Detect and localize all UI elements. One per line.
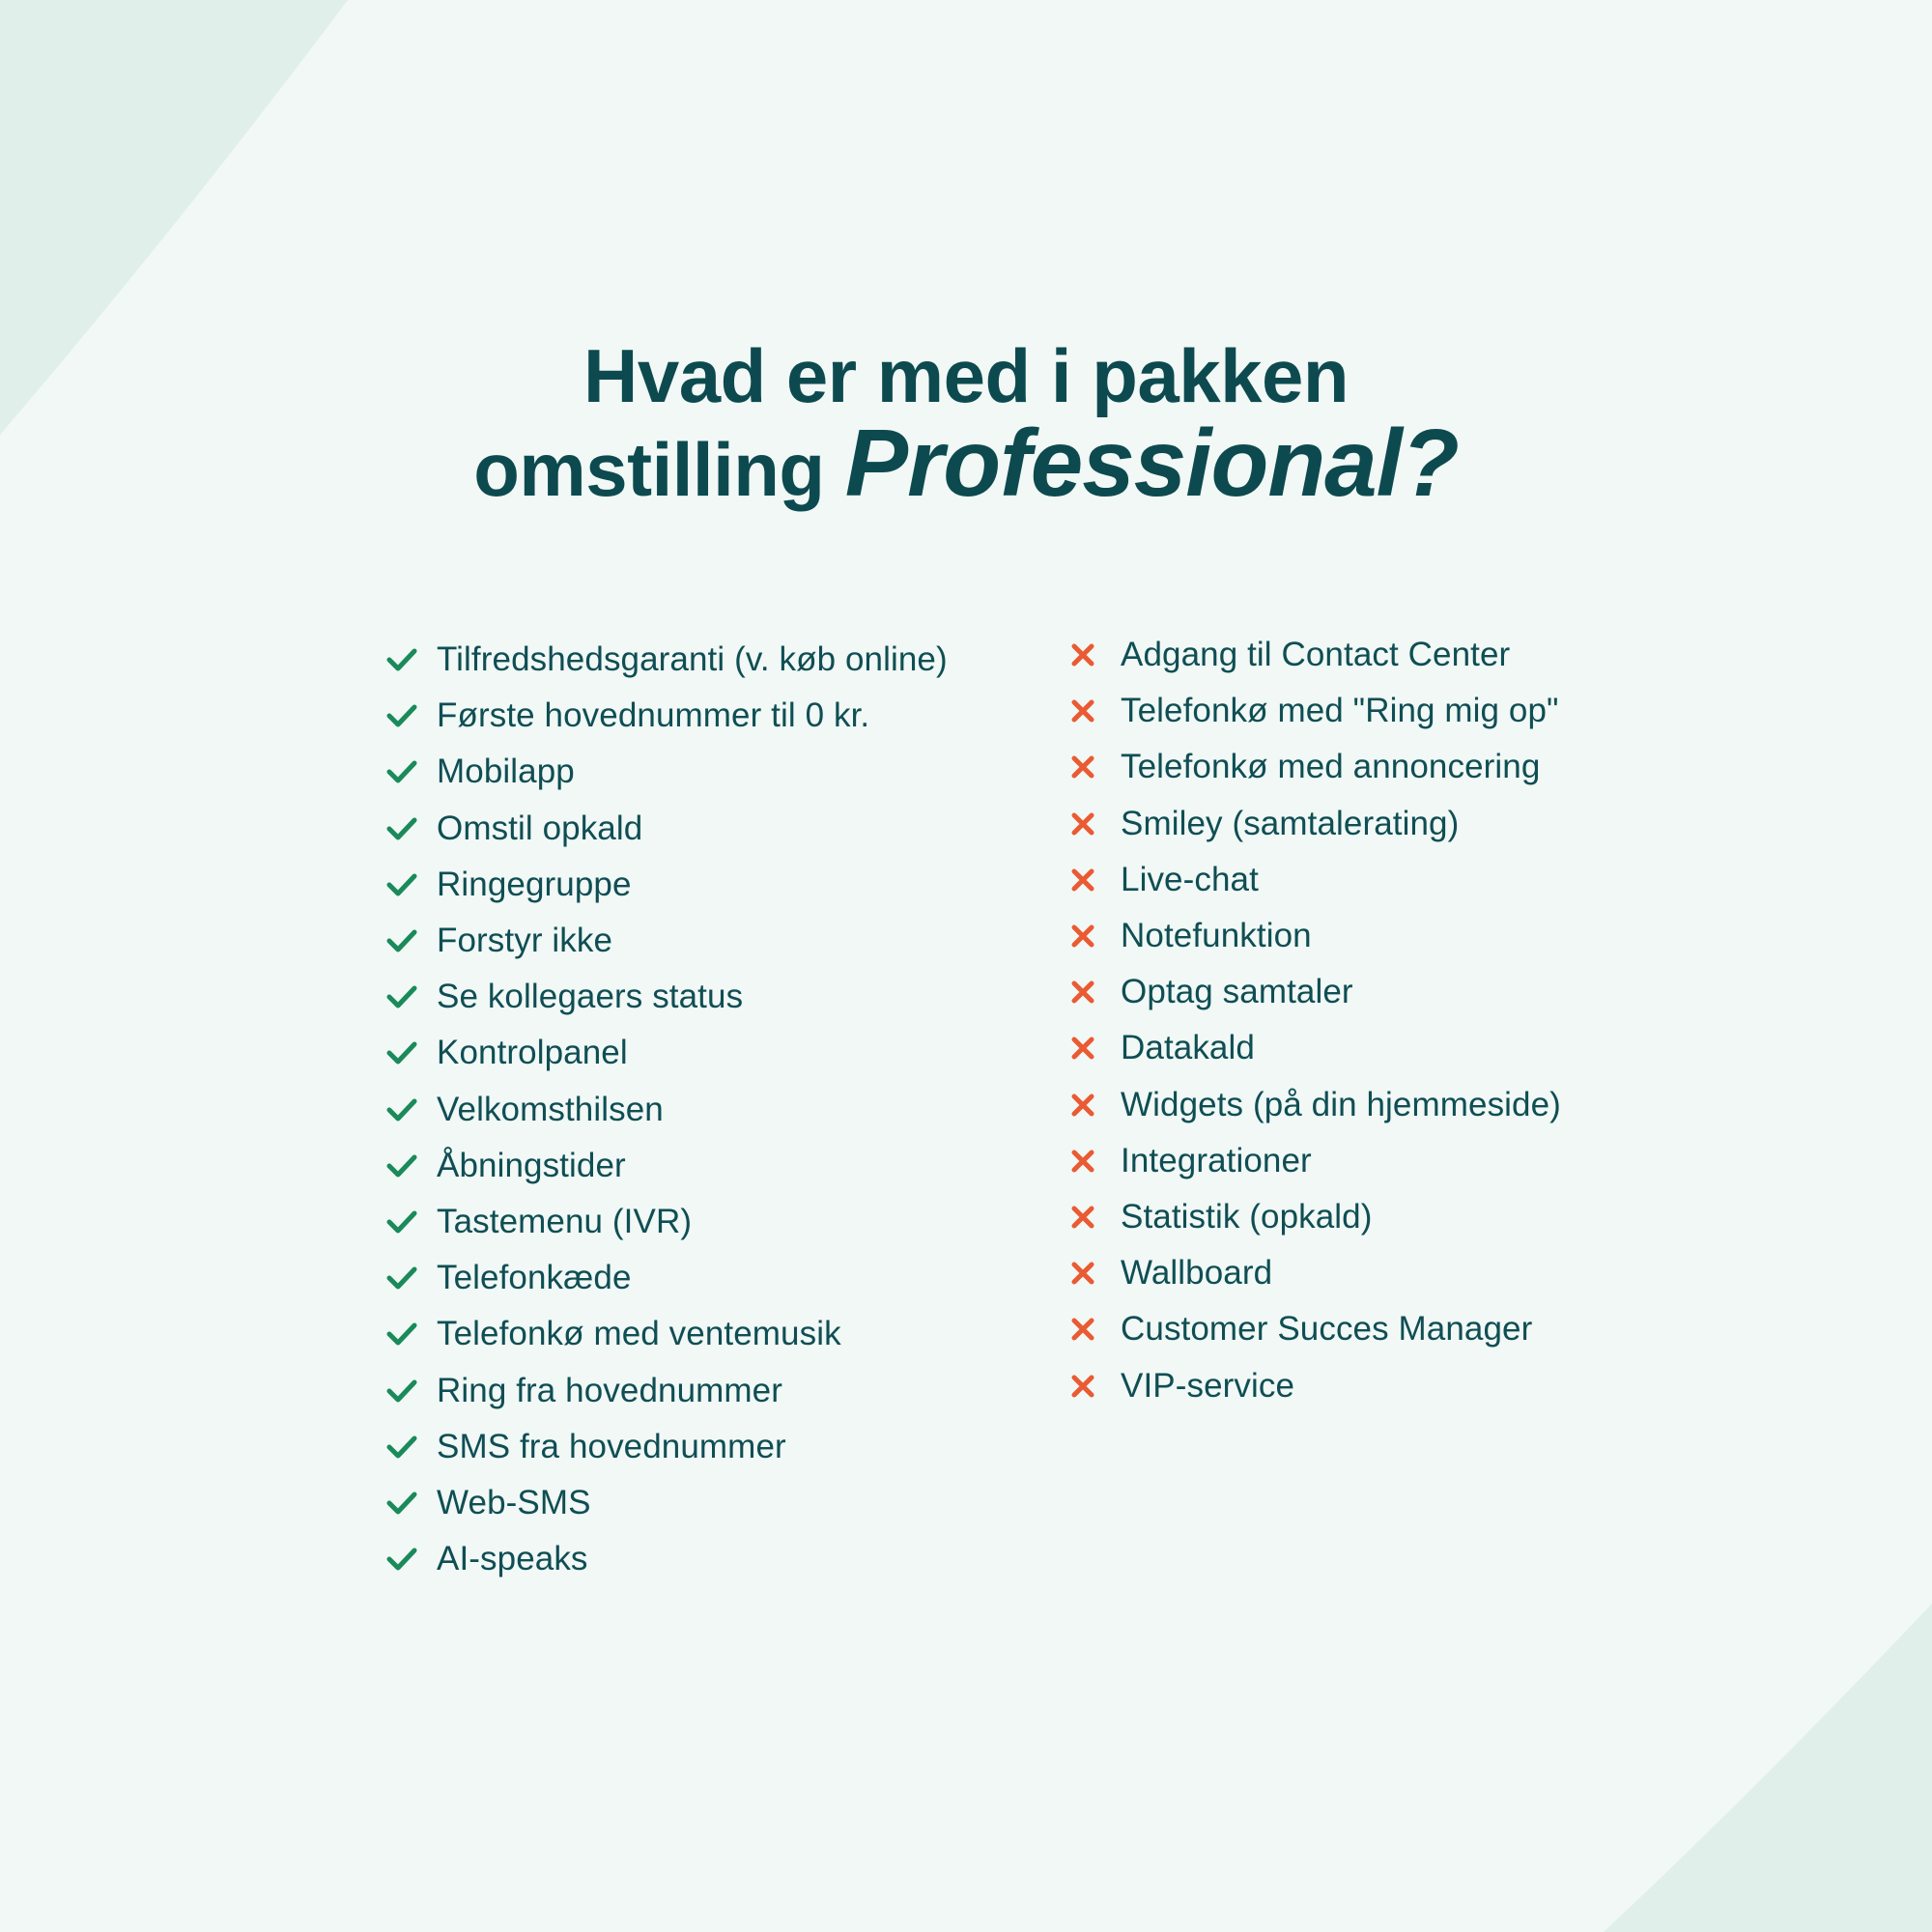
check-icon <box>386 753 437 791</box>
excluded-feature-item <box>1070 852 1561 908</box>
excluded-feature-item-label: Live-chat <box>1121 860 1259 898</box>
excluded-feature-item-label: Smiley (samtalerating) <box>1121 804 1460 842</box>
check-icon <box>386 1147 437 1185</box>
title-line-1: Hvad er med i pakken <box>582 333 1349 418</box>
included-feature-item <box>386 1419 948 1475</box>
excluded-feature-item-label: Statistik (opkald) <box>1121 1197 1373 1236</box>
cross-icon <box>1070 692 1121 730</box>
cross-icon <box>1070 1310 1121 1349</box>
included-features-list <box>386 632 948 1587</box>
excluded-feature-item-label: Notefunktion <box>1121 917 1312 955</box>
excluded-feature-item <box>1070 1020 1561 1076</box>
included-feature-item-label: Mobilapp <box>437 753 575 791</box>
included-feature-item-label: Ringegruppe <box>437 865 632 903</box>
excluded-feature-item-label: Wallboard <box>1121 1254 1273 1293</box>
excluded-feature-item-label: Telefonkø med "Ring mig op" <box>1121 692 1559 730</box>
excluded-feature-item <box>1070 1077 1561 1133</box>
included-feature-item <box>386 1025 948 1081</box>
excluded-feature-item-label: Telefonkø med annoncering <box>1121 748 1541 786</box>
excluded-feature-item <box>1070 683 1561 739</box>
excluded-feature-item-label: Customer Succes Manager <box>1121 1310 1533 1349</box>
check-icon <box>386 1091 437 1129</box>
excluded-feature-item <box>1070 1301 1561 1357</box>
cross-icon <box>1070 861 1121 899</box>
cross-icon <box>1070 636 1121 674</box>
included-feature-item-label: Web-SMS <box>437 1483 591 1521</box>
excluded-feature-item <box>1070 1189 1561 1245</box>
check-icon <box>386 1315 437 1353</box>
cross-icon <box>1070 805 1121 843</box>
included-feature-item <box>386 1250 948 1306</box>
excluded-feature-item <box>1070 796 1561 852</box>
excluded-features-list <box>1070 627 1561 1414</box>
check-icon <box>386 922 437 960</box>
included-feature-item-label: Forstyr ikke <box>437 922 613 960</box>
excluded-feature-item-label: Integrationer <box>1121 1141 1312 1179</box>
included-feature-item-label: Kontrolpanel <box>437 1034 628 1072</box>
cross-icon <box>1070 917 1121 955</box>
included-feature-item-label: Tastemenu (IVR) <box>437 1202 693 1240</box>
included-feature-item-label: Se kollegaers status <box>437 978 744 1016</box>
included-feature-item <box>386 857 948 913</box>
included-feature-item-label: Omstil opkald <box>437 809 643 847</box>
excluded-feature-item <box>1070 964 1561 1020</box>
excluded-feature-item <box>1070 739 1561 795</box>
check-icon <box>386 866 437 904</box>
check-icon <box>386 1540 437 1578</box>
included-feature-item <box>386 801 948 857</box>
included-feature-item <box>386 1194 948 1250</box>
included-feature-item <box>386 1138 948 1194</box>
cross-icon <box>1070 1086 1121 1124</box>
included-feature-item-label: Første hovednummer til 0 kr. <box>437 696 870 735</box>
excluded-feature-item-label: Adgang til Contact Center <box>1121 636 1511 674</box>
check-icon <box>386 696 437 735</box>
included-feature-item-label: Åbningstider <box>437 1146 626 1184</box>
included-feature-item-label: Ring fra hovednummer <box>437 1371 782 1409</box>
cross-icon <box>1070 748 1121 786</box>
check-icon <box>386 1428 437 1466</box>
included-feature-item <box>386 969 948 1025</box>
cross-icon <box>1070 973 1121 1011</box>
included-feature-item <box>386 1306 948 1362</box>
included-feature-item <box>386 913 948 969</box>
excluded-feature-item <box>1070 627 1561 683</box>
excluded-feature-item-label: Widgets (på din hjemmeside) <box>1121 1085 1561 1123</box>
excluded-feature-item-label: Optag samtaler <box>1121 973 1353 1011</box>
check-icon <box>386 978 437 1016</box>
included-feature-item <box>386 1475 948 1531</box>
title-emphasis: Professional? <box>844 410 1459 516</box>
included-feature-item <box>386 688 948 744</box>
included-feature-item-label: Telefonkø med ventemusik <box>437 1315 841 1353</box>
excluded-feature-item <box>1070 1357 1561 1413</box>
excluded-feature-item <box>1070 908 1561 964</box>
check-icon <box>386 1203 437 1241</box>
included-feature-item-label: Velkomsthilsen <box>437 1090 664 1128</box>
cross-icon <box>1070 1142 1121 1180</box>
included-feature-item <box>386 1531 948 1587</box>
cross-icon <box>1070 1254 1121 1293</box>
cross-icon <box>1070 1367 1121 1406</box>
excluded-feature-item-label: Datakald <box>1121 1029 1255 1067</box>
included-feature-item <box>386 632 948 688</box>
included-feature-item <box>386 744 948 800</box>
cross-icon <box>1070 1198 1121 1236</box>
page-title <box>0 333 1932 516</box>
included-feature-item-label: AI-speaks <box>437 1540 588 1578</box>
excluded-feature-item <box>1070 1245 1561 1301</box>
included-feature-item <box>386 1082 948 1138</box>
bottom-right-corner-shape <box>1604 1604 1932 1932</box>
included-feature-item <box>386 1362 948 1418</box>
title-prefix: omstilling <box>473 427 845 512</box>
check-icon <box>386 640 437 679</box>
excluded-feature-item <box>1070 1133 1561 1189</box>
check-icon <box>386 1034 437 1072</box>
check-icon <box>386 810 437 848</box>
included-feature-item-label: SMS fra hovednummer <box>437 1427 786 1465</box>
check-icon <box>386 1372 437 1410</box>
excluded-feature-item-label: VIP-service <box>1121 1366 1295 1405</box>
check-icon <box>386 1484 437 1522</box>
check-icon <box>386 1259 437 1297</box>
title-line-2 <box>0 410 1932 516</box>
cross-icon <box>1070 1029 1121 1067</box>
included-feature-item-label: Telefonkæde <box>437 1259 632 1297</box>
included-feature-item-label: Tilfredshedsgaranti (v. køb online) <box>437 640 948 679</box>
